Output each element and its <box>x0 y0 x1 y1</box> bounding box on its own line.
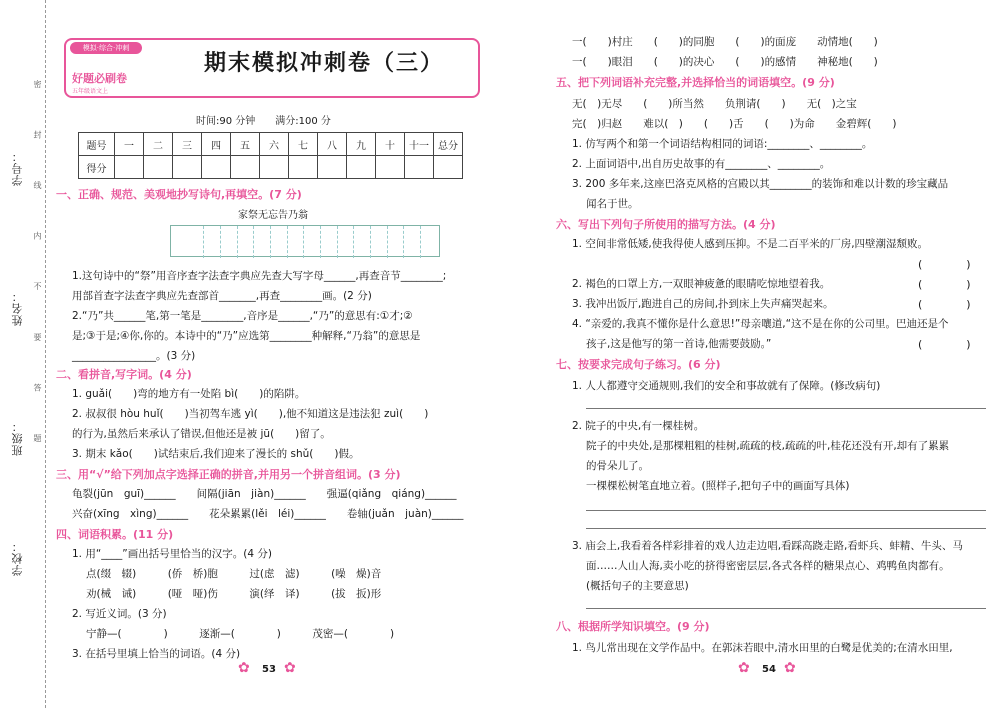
score-row: 得分 <box>79 156 463 179</box>
sentence-q3: 3. 庙会上,我看着各样彩排着的戏人边走边唱,看踩高跷走路,看虾兵、蚌精、牛头、马 <box>572 540 963 552</box>
idiom-row-2: 完( )归赵 难以( ) ( )舌 ( )为命 金碧辉( ) <box>572 118 897 130</box>
section-5-heading: 五、把下列词语补充完整,并选择恰当的词语填空。(9 分) <box>556 76 835 89</box>
word-q1: 1. 用“____”画出括号里恰当的汉字。(4 分) <box>72 548 272 560</box>
palm-icon: ✿ <box>738 660 750 676</box>
palm-icon: ✿ <box>284 660 296 676</box>
copy-grid[interactable] <box>170 225 440 257</box>
answer-line[interactable] <box>586 608 986 609</box>
page-number: 53 <box>262 664 276 675</box>
sentence-q3a: 面……人山人海,卖小吃的挤得密密层层,各式各样的糖果点心、鸡鸭鱼肉都有。 <box>586 560 950 572</box>
q1-line-a: 1.这句诗中的“祭”用音序查字法查字典应先查大写字母______,再查音节________; <box>72 270 447 282</box>
page-title: 期末模拟冲刺卷（三） <box>204 51 445 76</box>
word-q1-row1: 点(缀 辍) (侨 桥)胞 过(虑 滤) (噪 燥)音 <box>86 568 382 580</box>
binding-spine <box>0 0 46 708</box>
desc-q4b: 孩子,这是他写的第一首诗,他需要鼓励。” <box>586 338 772 350</box>
fill-row-b: 一( )眼泪 ( )的决心 ( )的感情 神秘地( ) <box>572 56 878 68</box>
poem-line: 家祭无忘告乃翁 <box>238 210 308 221</box>
sentence-q1: 1. 人人都遵守交通规则,我们的安全和事故就有了保障。(修改病句) <box>572 380 881 392</box>
section-3-heading: 三、用“√”给下列加点字选择正确的拼音,并用另一个拼音组词。(3 分) <box>56 468 401 481</box>
idiom-q1: 1. 仿写两个和第一个词语结构相同的词语:________、________。 <box>572 138 873 150</box>
desc-q4: 4. “亲爱的,我真不懂你是什么意思!”母亲嚷道,“这不是在你的公司里。巴迪还是个 <box>572 318 949 330</box>
pinyin-choice-row2: 兴奋(xīng xìng)______ 花朵累累(lěi léi)______ 卷轴(juǎn juàn)______ <box>72 508 464 520</box>
answer-paren[interactable]: ( ) <box>918 338 971 351</box>
sentence-q2b: 的骨朵儿了。 <box>586 460 649 472</box>
pinyin-q1: 1. guǎi( )弯的地方有一处陷 bì( )的陷阱。 <box>72 388 306 400</box>
word-q3: 3. 在括号里填上恰当的词语。(4 分) <box>72 648 241 660</box>
sentence-q2a: 院子的中央处,是那棵粗粗的桂树,疏疏的枝,疏疏的叶,桂花还没有开,却有了累累 <box>586 440 950 452</box>
q2-line-a: 2.“乃”共______笔,第一笔是________,音序是______,“乃”的意思有:①才;② <box>72 310 413 322</box>
exam-time: 时间:90 分钟 满分:100 分 <box>196 116 331 127</box>
score-table <box>78 132 463 179</box>
school-label: 学校： <box>11 540 24 576</box>
sentence-q3b: (概括句子的主要意思) <box>586 580 689 592</box>
word-q2: 2. 写近义词。(3 分) <box>72 608 167 620</box>
knowledge-q1: 1. 鸟儿常出现在文学作品中。在郭沫若眼中,清水田里的白鹭是优美的;在清水田里, <box>572 642 953 654</box>
right-page <box>500 0 1000 708</box>
word-q1-row2: 劝(械 诫) (哑 哑)伤 演(绎 译) (拔 扳)形 <box>86 588 382 600</box>
series-badge: 模拟·综合·冲刺 <box>70 42 142 54</box>
idiom-row-1: 无( )无尽 ( )所当然 负荆请( ) 无( )之宝 <box>572 98 857 110</box>
palm-icon: ✿ <box>784 660 796 676</box>
section-6-heading: 六、写出下列句子所使用的描写方法。(4 分) <box>556 218 776 231</box>
page-number: 54 <box>762 664 776 675</box>
grade-label: 五年级语文上 <box>72 88 109 95</box>
answer-line[interactable] <box>586 408 986 409</box>
section-1-heading: 一、正确、规范、美观地抄写诗句,再填空。(7 分) <box>56 188 302 201</box>
section-8-heading: 八、根据所学知识填空。(9 分) <box>556 620 710 633</box>
idiom-q2: 2. 上面词语中,出自历史故事的有________、________。 <box>572 158 831 170</box>
section-2-heading: 二、看拼音,写字词。(4 分) <box>56 368 192 381</box>
answer-paren[interactable]: ( ) <box>918 258 971 271</box>
desc-q2: 2. 褐色的口罩上方,一双眼神疲惫的眼睛吃惊地望着我。 <box>572 278 831 290</box>
q2-line-c: ________________。(3 分) <box>72 350 196 362</box>
section-4-heading: 四、词语积累。(11 分) <box>56 528 174 541</box>
fill-row-a: 一( )村庄 ( )的同胞 ( )的面庞 动情地( ) <box>572 36 878 48</box>
idiom-q3b: 闻名于世。 <box>586 198 639 210</box>
class-label: 班级： <box>11 420 24 456</box>
q2-line-b: 是;③于是;④你,你的。本诗中的“乃”应选第________种解释,“乃翁”的意思是 <box>72 330 421 342</box>
seal-line-text: 密 封 线 内 不 要 答 题 <box>33 80 42 462</box>
name-label: 姓名： <box>11 290 24 326</box>
word-q2-row: 宁静—( ) 逐渐—( ) 茂密—( ) <box>86 628 395 640</box>
section-7-heading: 七、按要求完成句子练习。(6 分) <box>556 358 721 371</box>
score-header-row: 题号 一 二 三 四 五 六 七 八 九 十 十一 总分 <box>79 133 463 156</box>
sentence-q2: 2. 院子的中央,有一棵桂树。 <box>572 420 705 432</box>
answer-paren[interactable]: ( ) <box>918 298 971 311</box>
answer-paren[interactable]: ( ) <box>918 278 971 291</box>
id-label: 学号： <box>11 150 24 186</box>
desc-q3: 3. 我冲出饭厅,跑进自己的房间,扑到床上失声痛哭起来。 <box>572 298 834 310</box>
pinyin-q2: 2. 叔叔很 hòu huǐ( )当初驾车逃 yì( ),他不知道这是违法犯 zuì( ) <box>72 408 429 420</box>
answer-line[interactable] <box>586 528 986 529</box>
answer-line[interactable] <box>586 510 986 511</box>
sentence-q2c: 一棵棵松树笔直地立着。(照样子,把句子中的画面写具体) <box>586 480 850 492</box>
desc-q1: 1. 空间非常低矮,使我得使人感到压抑。不是二百平米的厂房,四壁潮湿颓败。 <box>572 238 929 250</box>
pinyin-q3: 3. 期末 kǎo( )试结束后,我们迎来了漫长的 shǔ( )假。 <box>72 448 360 460</box>
pinyin-choice-row1: 龟裂(jūn guī)______ 间隔(jiān jiàn)______ 强逼(qiǎng qiáng)______ <box>72 488 457 500</box>
series-name: 好题必刷卷 <box>72 72 127 85</box>
palm-icon: ✿ <box>238 660 250 676</box>
pinyin-q2b: 的行为,虽然后来承认了错误,但他还是被 jū( )留了。 <box>72 428 331 440</box>
q1-line-b: 用部首查字法查字典应先查部首_______,再查________画。(2 分) <box>72 290 372 302</box>
idiom-q3: 3. 200 多年来,这座巴洛克风格的宫殿以其________的装饰和难以计数的珍宝藏品 <box>572 178 949 190</box>
